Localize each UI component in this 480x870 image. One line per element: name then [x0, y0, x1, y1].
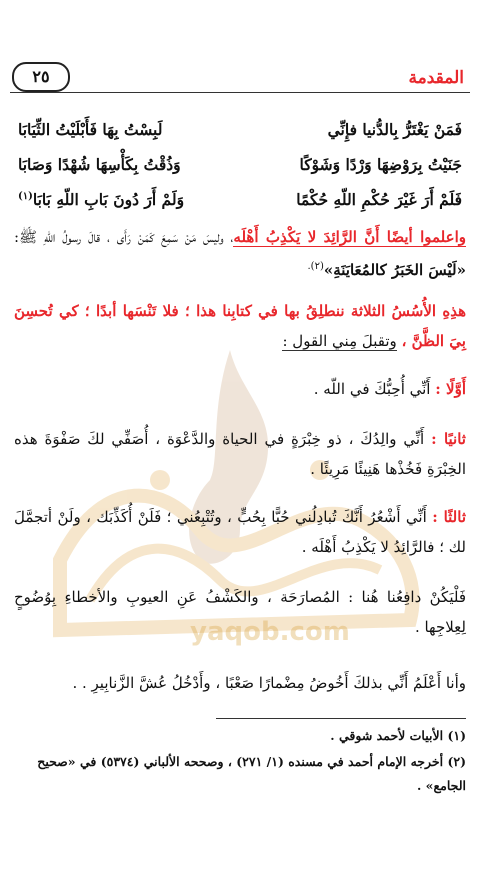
point-text: أَنِّي أُحِبُّكَ في اللّه . [313, 380, 431, 398]
point-first [14, 374, 466, 404]
paragraph-text: فَلْيَكُنْ دافِعُنا هُنا : المُصارَحَة ، والكَشْفُ عَنِ العيوبِ والأخطاءِ [64, 588, 466, 606]
chapter-title: المقدمة [408, 68, 464, 88]
paragraph-text: ، وليسَ مَنْ سَمِعَ كَمَنْ رَأَى ، قالَ رسولُ اللّهِ ﷺ: [14, 228, 234, 246]
footnote-2: (٢) أخرجه الإمام أحمد في مسنده (١/ ٢٧١) ، وصححه الألباني (٥٣٧٤) في «صحيح الجامع» . [37, 754, 466, 793]
paragraph-hornets [14, 668, 466, 698]
verse-text: وَلَمْ أَرَ دُونَ بَابِ اللّهِ بَابَا [32, 190, 185, 209]
header-divider [10, 92, 470, 93]
verse-first-hemistich: جَنَيْتُ بِرَوْضِهَا وَرْدًا وَشَوْكًا [299, 155, 462, 174]
verse-second-hemistich: وَذُقْتُ بِكَأْسِهَا شُهْدًا وَصَابَا [18, 155, 181, 174]
point-second [14, 424, 466, 484]
poem [18, 112, 462, 217]
point-label: ثانيًا : [431, 430, 466, 448]
footnote-1: (١) الأبيات لأحمد شوقي . [330, 728, 466, 743]
highlighted-sentence: هذِهِ الأُسُسُ الثلاثة ننطلِقُ بها في كتابِنا هذا ؛ فلا تَنْسَها أبدًا ؛ كي تُحسِنَ بِيَ الظَّنَّ ، [14, 302, 466, 350]
point-third [14, 502, 466, 562]
poem-verse [18, 182, 462, 217]
paragraph-foundations [14, 296, 466, 356]
paragraph-text: وتقبلَ مِني القول : [282, 332, 397, 350]
footnote-ref-1: (١) [18, 190, 33, 202]
poem-verse [18, 112, 462, 147]
footnote-divider [216, 718, 466, 719]
point-text: أَنِّي أَشْعُرُ أَنَّكَ تُبادِلُني حُبًّا بِحُبٍّ ، وتُتْبِعُني ؛ فَلَنْ أُكَذِّبَك ، ولَنْ أتجمَّلَ لك ؛ فالرَّائِدُ لا يَكْذِبُ أَهْلَه . [14, 508, 466, 556]
paragraph-scout [14, 222, 466, 285]
page-number: ٢٥ [12, 62, 70, 92]
verse-second-hemistich [18, 190, 184, 209]
poem-verse [18, 147, 462, 182]
point-label: ثالثًا : [432, 508, 466, 526]
paragraph-text-end: بِوُضُوحٍ لِعِلاجِها . [14, 588, 466, 636]
highlighted-sentence: واعلموا أيضًا أَنَّ الرَّائِدَ لا يَكْذِبُ أَهْلَه [233, 228, 466, 246]
point-text: أَنِّي والِدُكَ ، ذو خِبْرَةٍ في الحياة والدَّعْوَة ، أُصَفِّي لكَ صَفْوَةَ هذه الخِبْرَةِ فَخُذْها هَنِيئًا مَرِيئًا . [14, 430, 466, 478]
page-header [10, 60, 470, 94]
watermark-text: yaqob.com [190, 617, 350, 647]
verse-second-hemistich: لَبِسْتُ بِهَا فَأَبْلَيْتُ الثِّيَابَا [18, 120, 163, 139]
verse-first-hemistich: فَمَنْ يَغْتَرُّ بِالدُّنيا فإِنِّي [327, 120, 462, 139]
paragraph-candor [14, 582, 466, 642]
footnote-ref-2: (٢). [307, 261, 324, 272]
verse-first-hemistich: فَلَمْ أَرَ غَيْرَ حُكْمِ اللّهِ حُكْمًا [296, 190, 462, 209]
paragraph-text: وأنا أَعْلَمُ أَنِّي بذلكَ أَخُوضُ مِضْمارًا صَعْبًا ، وأَدْخُلُ عُشَّ الزَّنابِيرِ . . [72, 674, 466, 692]
hadith-quote: «لَيْسَ الخَبَرُ كالمُعَايَنَةِ» [323, 261, 466, 279]
point-label: أَوَّلًا : [435, 380, 466, 398]
